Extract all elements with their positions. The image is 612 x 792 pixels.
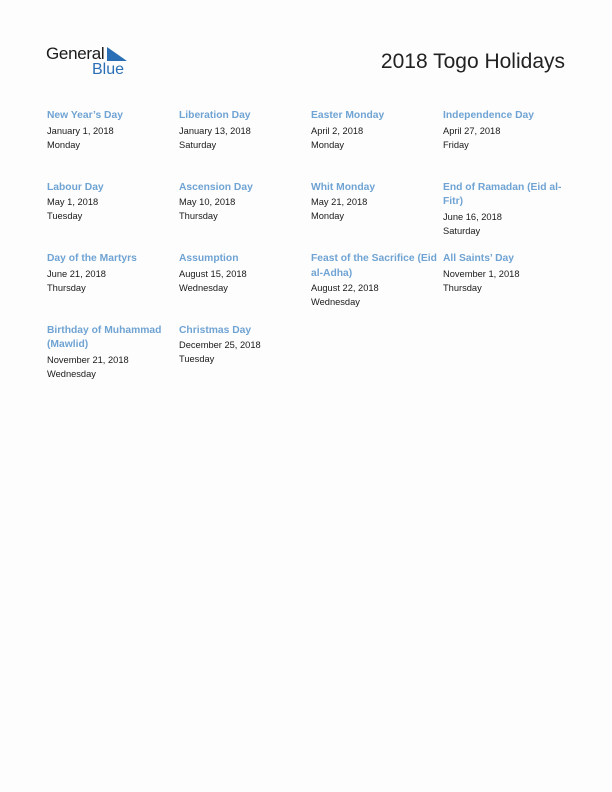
holiday-name: Labour Day [47,181,104,193]
holiday-weekday: Tuesday [179,354,215,364]
holiday-date: June 16, 2018 [443,211,502,222]
holiday-item [443,109,575,181]
holiday-date: June 21, 2018 [47,268,106,279]
holiday-weekday: Thursday [179,211,218,221]
holiday-item [179,252,311,324]
logo-text-general: General [46,44,105,63]
holiday-date: November 1, 2018 [443,268,520,279]
holiday-date: May 1, 2018 [47,197,99,207]
holiday-item [179,109,311,181]
holiday-weekday: Friday [443,139,469,150]
holiday-weekday: Wednesday [47,368,96,379]
holiday-item [179,181,311,253]
holiday-name: Easter Monday [311,110,385,121]
holiday-item [47,109,179,181]
page-title: 2018 Togo Holidays [380,50,565,73]
holiday-name: Assumption [179,253,239,264]
holiday-date: January 1, 2018 [47,125,114,136]
holiday-name: Birthday of Muhammad (Mawlid) [47,324,162,350]
holiday-weekday: Wednesday [179,282,228,293]
holiday-item [47,181,179,253]
holiday-name: Whit Monday [311,181,376,193]
holiday-date: May 21, 2018 [311,197,368,207]
holiday-date: April 2, 2018 [311,125,364,136]
holiday-item [443,252,575,324]
holiday-weekday: Saturday [179,139,217,150]
holiday-item [443,181,575,253]
holiday-name: Feast of the Sacrifice (Eid al-Adha) [311,253,437,279]
holiday-name: Christmas Day [179,324,252,336]
holiday-item [311,252,443,324]
holiday-weekday: Monday [311,211,345,221]
holiday-weekday: Saturday [443,225,481,236]
logo-triangle-icon [107,47,127,61]
holiday-name: Ascension Day [179,181,253,193]
holiday-date: August 15, 2018 [179,268,247,279]
holiday-item [179,324,311,396]
holiday-name: New Year’s Day [47,110,123,121]
holiday-grid [47,109,575,395]
holiday-date: November 21, 2018 [47,354,129,365]
logo-text-blue: Blue [92,61,125,78]
generalblue-logo [46,44,136,80]
holiday-date: January 13, 2018 [179,125,251,136]
holiday-name: End of Ramadan (Eid al-Fitr) [443,181,562,207]
holiday-name: Independence Day [443,110,534,121]
holiday-weekday: Thursday [443,282,482,293]
holiday-name: All Saints’ Day [443,253,514,264]
holiday-date: August 22, 2018 [311,283,379,293]
holiday-weekday: Monday [47,139,81,150]
holiday-weekday: Monday [311,139,345,150]
holiday-weekday: Wednesday [311,297,360,307]
holiday-item [47,252,179,324]
holiday-name: Liberation Day [179,110,251,121]
holiday-date: December 25, 2018 [179,340,261,350]
holiday-name: Day of the Martyrs [47,253,137,264]
holiday-weekday: Tuesday [47,211,83,221]
holiday-item [47,324,179,396]
holiday-weekday: Thursday [47,282,86,293]
holiday-date: April 27, 2018 [443,125,501,136]
holiday-item [311,109,443,181]
holiday-item [311,181,443,253]
holiday-date: May 10, 2018 [179,197,236,207]
